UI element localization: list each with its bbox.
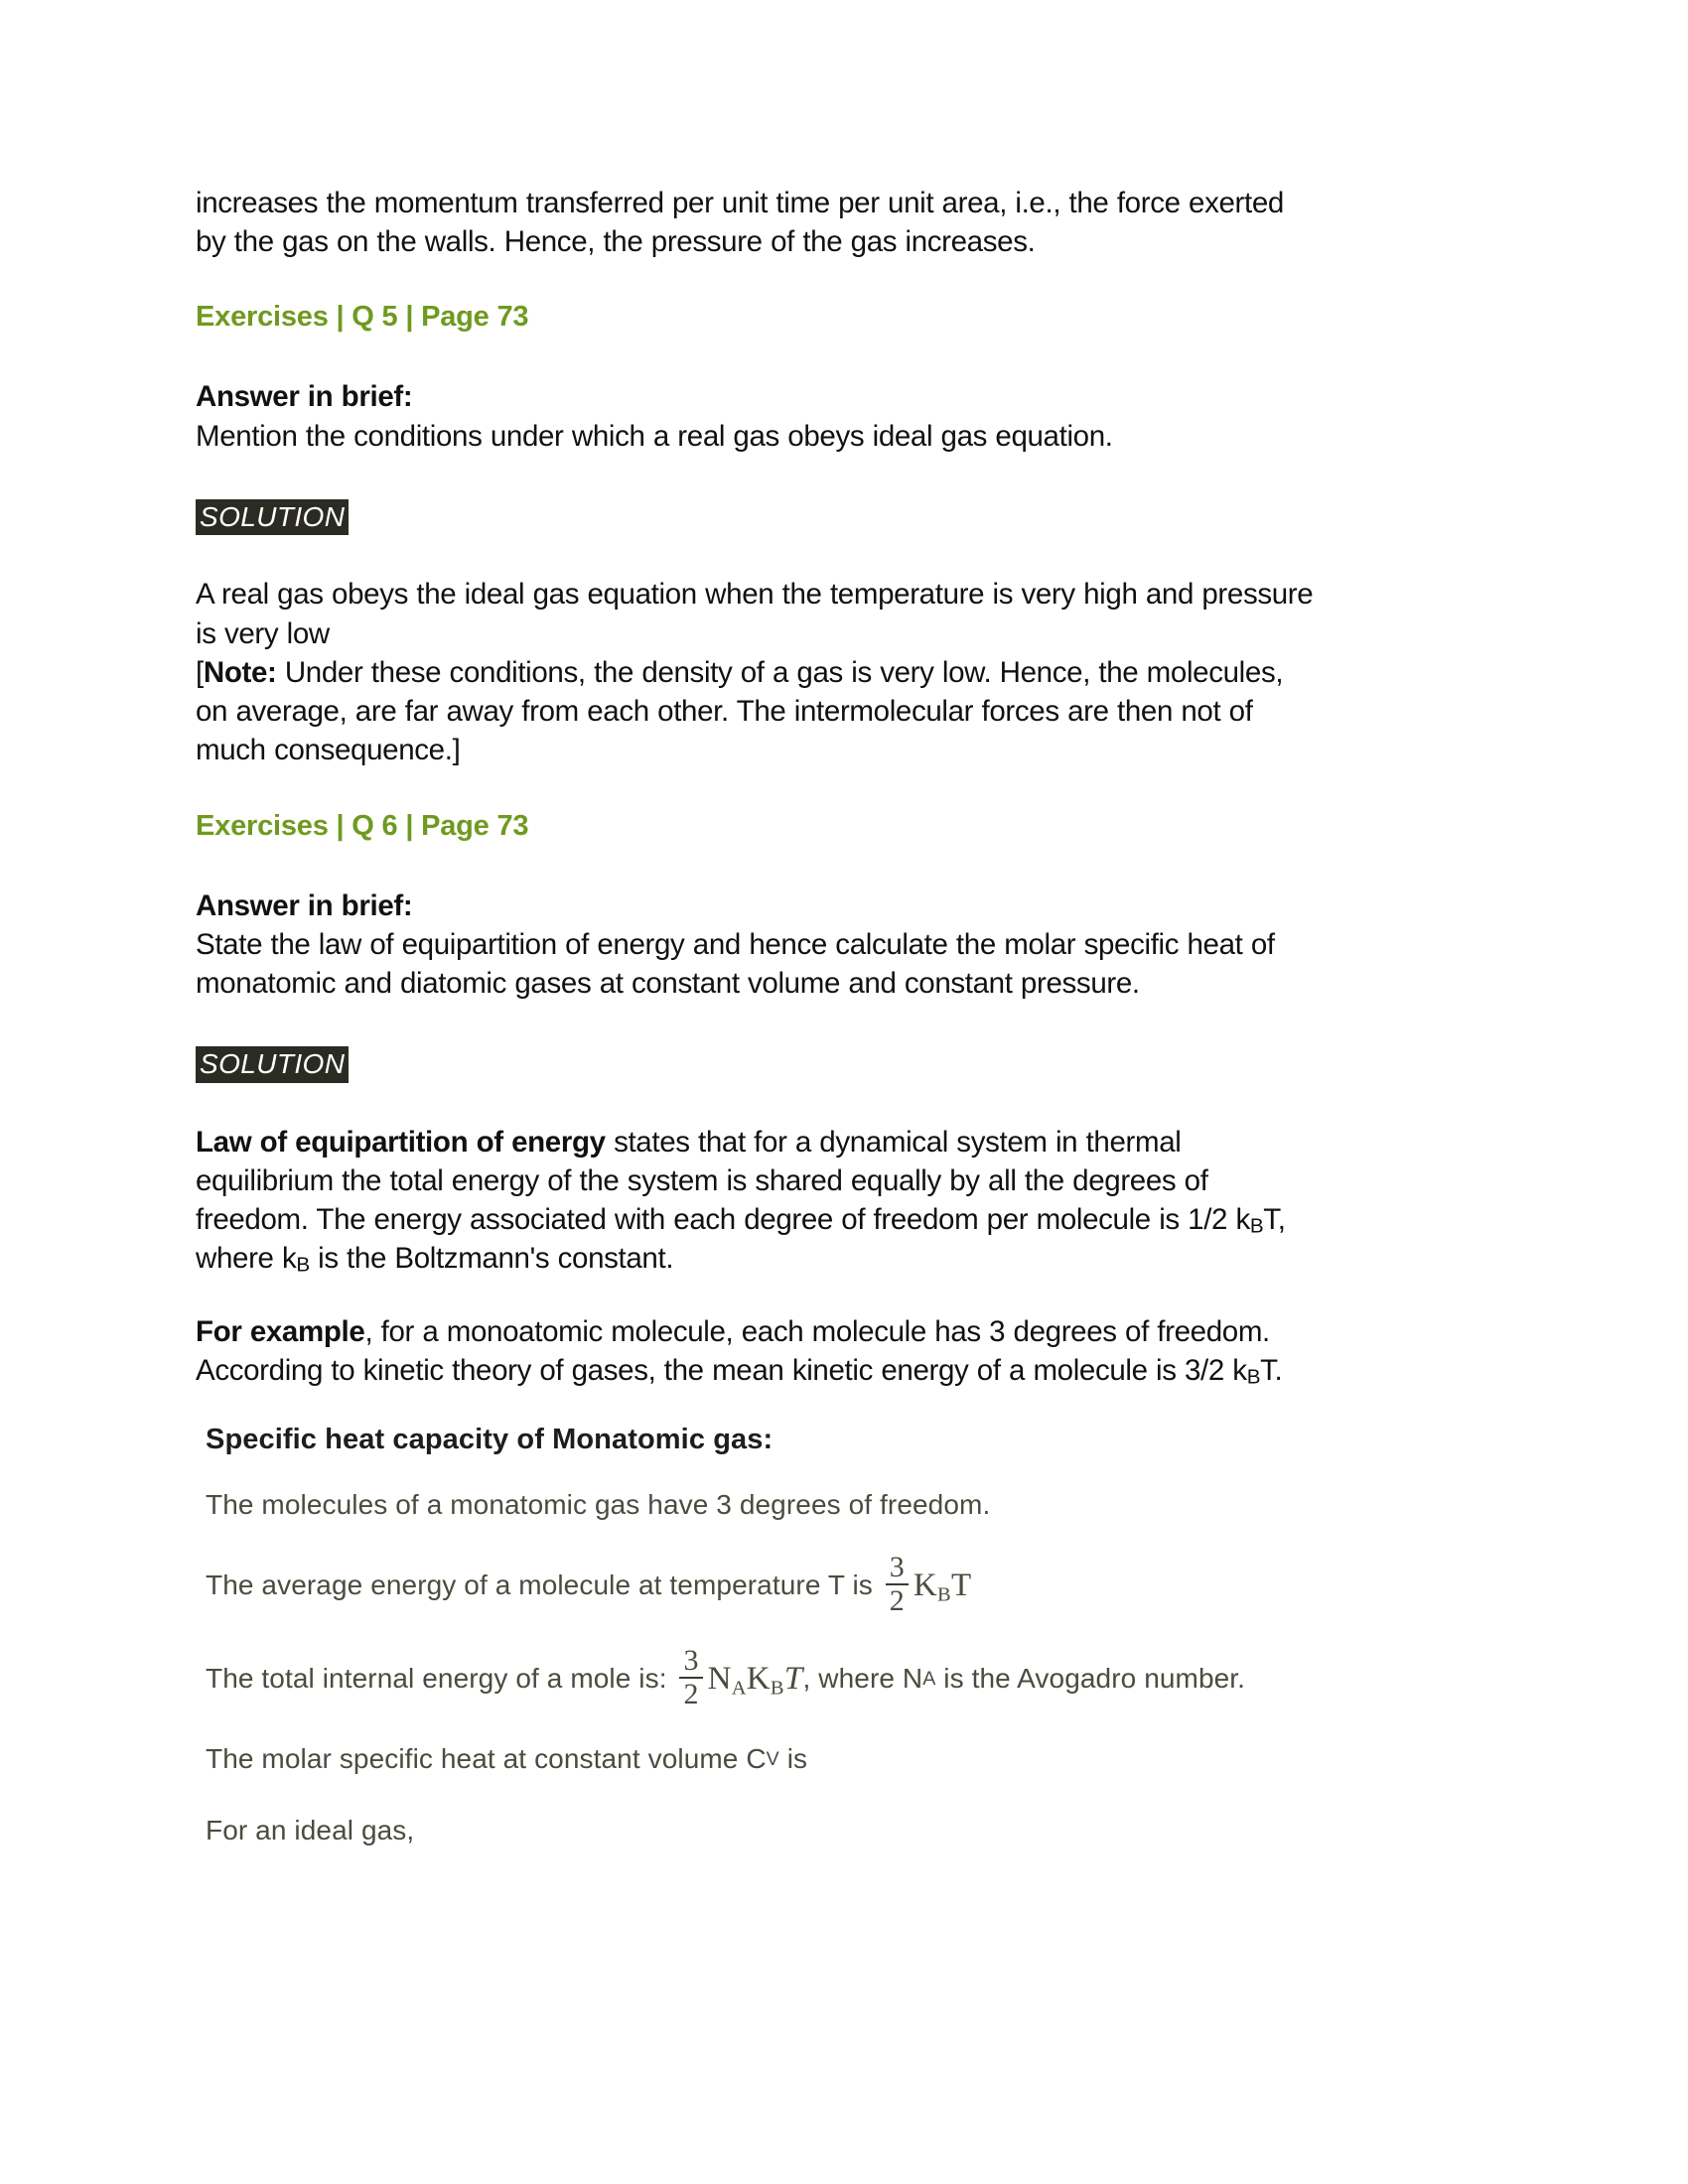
for-example-line-1: , for a monoatomic molecule, each molecule has 3 degrees of freedom. (364, 1314, 1270, 1348)
solution-tag-q5: SOLUTION (196, 499, 349, 535)
heading-separator-2: | (405, 809, 414, 842)
fraction-three-halves (679, 1643, 702, 1710)
intro-line-1: increases the momentum transferred per unit time per unit area, i.e., the force exerted (196, 187, 1284, 219)
monatomic-line-4-prefix: The molar specific heat at constant volume C (206, 1742, 767, 1774)
exercise-heading-q6 (196, 810, 1481, 843)
exercise-heading-q5 (196, 301, 1481, 334)
monatomic-line-1 (206, 1486, 1481, 1524)
fraction-three-halves (886, 1550, 909, 1617)
q5-note-bracket: [ (196, 655, 204, 689)
intro-paragraph (196, 184, 1481, 261)
heading-separator-1: | (336, 809, 345, 842)
monatomic-section-heading: Specific heat capacity of Monatomic gas: (206, 1424, 774, 1455)
for-example-line-2a: According to kinetic theory of gases, the mean kinetic energy of a molecule is 3/2 k (196, 1353, 1247, 1387)
q5-solution-paragraph (196, 575, 1481, 769)
for-example-label: For example (196, 1314, 365, 1348)
fraction-numerator: 3 (889, 1550, 905, 1583)
q5-note-line-1: Under these conditions, the density of a gas is very low. Hence, the molecules, (276, 655, 1284, 689)
boltzmann-subscript: B (296, 1254, 310, 1277)
k-subscript: B (770, 1677, 784, 1700)
q5-note-line-2: on average, are far away from each other. The intermolecular forces are then not of (196, 695, 1253, 729)
q5-note-line-3: much consequence.] (196, 734, 461, 767)
k-symbol: K (913, 1567, 937, 1603)
q5-question-text: Mention the conditions under which a real gas obeys ideal gas equation. (196, 419, 1113, 453)
page-number: Page 73 (421, 809, 529, 842)
law-line-2: equilibrium the total energy of the system is shared equally by all the degrees of (196, 1163, 1208, 1197)
monatomic-line-4-post: is (778, 1742, 808, 1774)
monatomic-line-3: The total internal energy of a mole is: $\frac{3}{2}$ $N_AK_BT$ , where N A is the Avogadro number. (206, 1643, 1246, 1710)
q5-solution-line-2: is very low (196, 616, 330, 650)
solution-tag-q6: SOLUTION (196, 1046, 349, 1082)
monatomic-line-4: The molar specific heat at constant volume C V is (206, 1740, 1481, 1778)
fraction-denominator: 2 (679, 1677, 702, 1709)
page-content (196, 184, 1481, 1848)
k-subscript: B (937, 1583, 951, 1606)
k-symbol: K (746, 1660, 771, 1697)
for-example-paragraph (196, 1312, 1481, 1390)
law-of-equipartition-paragraph (196, 1123, 1481, 1279)
avogadro-symbol: N (707, 1660, 732, 1697)
law-line-4b: is the Boltzmann's constant. (309, 1242, 674, 1276)
boltzmann-symbol (914, 1564, 972, 1608)
q5-question-block (196, 377, 1481, 455)
intro-line-2: by the gas on the walls. Hence, the pressure of the gas increases. (196, 225, 1036, 259)
q5-note-label: Note: (203, 655, 277, 689)
law-line-1-rest: states that for a dynamical system in thermal (605, 1125, 1182, 1159)
avogadro-subscript: A (731, 1677, 747, 1700)
question-number: Q 5 (352, 301, 398, 334)
solution-tag-wrapper-q6 (196, 1046, 1481, 1082)
monatomic-line-3-tail: is the Avogadro number. (935, 1662, 1246, 1694)
exercise-label: Exercises (196, 809, 329, 842)
solution-tag-wrapper-q5 (196, 499, 1481, 535)
law-line-3b: T, (1263, 1203, 1286, 1237)
t-symbol: T (950, 1567, 972, 1603)
heading-separator-1: | (336, 301, 345, 334)
page-number: Page 73 (421, 301, 529, 334)
boltzmann-subscript: B (1246, 1365, 1261, 1389)
answer-in-brief-label-q6: Answer in brief: (196, 888, 413, 922)
for-example-line-2b: T. (1260, 1353, 1283, 1387)
internal-energy-expression (708, 1657, 803, 1702)
law-title: Law of equipartition of energy (196, 1125, 606, 1159)
monatomic-line-2-prefix: The average energy of a molecule at temperature T is (206, 1569, 881, 1600)
monatomic-line-3-prefix: The total internal energy of a mole is: (206, 1662, 675, 1694)
law-line-3a: freedom. The energy associated with each degree of freedom per molecule is 1/2 k (196, 1203, 1250, 1237)
fraction-denominator: 2 (886, 1583, 909, 1616)
q6-question-line-2: monatomic and diatomic gases at constant volume and constant pressure. (196, 966, 1140, 1000)
fraction-numerator: 3 (683, 1643, 699, 1677)
monatomic-line-5-text: For an ideal gas, (206, 1814, 415, 1845)
q6-question-line-1: State the law of equipartition of energy and hence calculate the molar specific heat of (196, 927, 1275, 961)
answer-in-brief-label-q5: Answer in brief: (196, 380, 413, 414)
monatomic-line-5 (206, 1812, 1481, 1849)
monatomic-line-3-post: , where N (802, 1662, 923, 1694)
boltzmann-subscript: B (1249, 1214, 1264, 1238)
heading-separator-2: | (405, 301, 414, 334)
t-symbol: T (783, 1660, 803, 1697)
exercise-label: Exercises (196, 301, 329, 334)
question-number: Q 6 (352, 809, 398, 842)
law-line-4a: where k (196, 1242, 297, 1276)
q6-question-block (196, 887, 1481, 1004)
monatomic-line-1-text: The molecules of a monatomic gas have 3 degrees of freedom. (206, 1489, 991, 1520)
q5-solution-line-1: A real gas obeys the ideal gas equation when the temperature is very high and pressure (196, 578, 1314, 612)
monatomic-line-2 (206, 1550, 1481, 1617)
